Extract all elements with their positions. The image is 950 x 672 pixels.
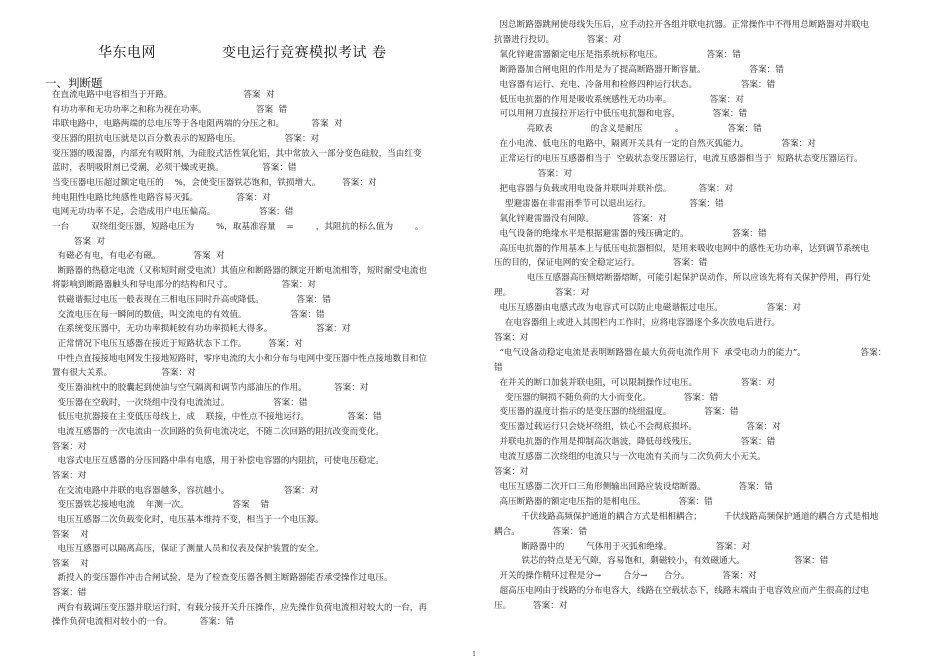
question-line: 断路器加合闸电阻的作用是为了提高断路器开断容量。 答案：错 xyxy=(494,64,784,75)
question-line: 电压互感器二次负载变化时，电压基本维持不变，相当于一个电压源。 xyxy=(52,514,324,525)
question-line: 电压互感器由电感式改为电容式可以防止电磁谐振过电压。 答案：对 xyxy=(494,303,801,314)
question-line: 新投入的变压器作冲击合闸试验，是为了检查变压器各侧主断路器能否承受操作过电压。 xyxy=(52,573,393,584)
question-line: 蓝时，表明吸附剂已受潮，必须干燥或更换。 答案：错 xyxy=(52,163,297,174)
question-line: 铁芯的特点是无气隙，容易饱和，剩磁较小，有效磁通大。 答案：错 xyxy=(494,556,829,567)
question-line: 抗器进行投切。 答案：对 xyxy=(494,34,622,45)
question-line: 操作负荷电流相对较小的一台。 答案：错 xyxy=(52,617,235,628)
question-line: 将影响到断路器触头和导电部分的结构和尺寸。 答案：对 xyxy=(52,280,317,291)
question-line: 高压断路器的额定电压指的是相电压。 答案：错 xyxy=(494,496,713,507)
question-line: 耦合。 答案：错 xyxy=(494,526,587,537)
question-line: 答案：对 xyxy=(52,441,87,452)
question-line: 铁磁谐振过电压一般表现在三相电压同时升高或降低。 答案：错 xyxy=(52,295,331,306)
question-line: 纯电阻性电路比纯感性电路容易灭弧。 答案：对 xyxy=(52,192,271,203)
question-line: 变压器过载运行只会烧坏绕组，铁心不会彻底损坏。 答案：对 xyxy=(494,422,781,433)
question-line: 千伏线路高频保护通道的耦合方式是相相耦合； 千伏线路高频保护通道的耦合方式是相地 xyxy=(494,511,879,522)
question-line: 氧化锌避雷器额定电压是指系统标称电压。 答案：错 xyxy=(494,49,741,60)
question-line: 氧化锌避雷器没有间隙。 答案：对 xyxy=(494,213,667,224)
question-line: “电气设备动稳定电流是表明断路器在最大负荷电流作用下 承受电动力的能力”。 答案： xyxy=(494,347,887,358)
question-line: 高压电抗器的作用基本上与低压电抗器相似，是用来吸收电网中的感性无功功率，达到调节系统电 xyxy=(494,243,869,254)
question-line: 电容式电压互感器的分压回路中串有电感，用于补偿电容器的内阻抗，可使电压稳定。 xyxy=(52,456,385,467)
question-line: 变压器的阻抗电压就是以百分数表示的短路电压。 答案：对 xyxy=(52,133,320,144)
question-line: 变压器油枕中的胶囊起到使油与空气隔离和调节内部油压的作用。 答案：对 xyxy=(52,383,369,393)
question-line: 型避雷器在非雷雨季节可以退出运行。 答案：错 xyxy=(494,198,724,209)
question-line: 当变压器电压超过额定电压的 %，会使变压器铁芯饱和，铁损增大。 答案：对 xyxy=(52,177,377,188)
question-line: 电压互感器可以隔离高压，保证了测量人员和仪表及保护装置的安全。 xyxy=(52,544,324,555)
question-line: 在直流电路中电容相当于开路。 答案 对 xyxy=(52,90,275,100)
question-line: 有磁必有电，有电必有磁。 答案 对 xyxy=(52,251,225,262)
question-line: 答案：错 xyxy=(52,588,87,599)
question-line: 串联电路中，电路两端的总电压等于各电阻两端的分压之和。 答案 对 xyxy=(52,119,343,130)
question-line: 电压互感器高压侧熔断器熔断，可能引起保护误动作，所以应该先将有关保护停用，再行处 xyxy=(494,273,871,284)
question-line: 低压电抗器接在主变低压母线上，成 联接，中性点不接地运行。 答案：错 xyxy=(52,412,382,423)
question-line: 一台 双绕组变压器，短路电压为 %，取基准容量 = ，其阻抗的标么值为 。 xyxy=(52,221,424,232)
question-line: 变压器的铜损不随负荷的大小而变化。 答案：错 xyxy=(494,392,719,403)
question-line: 答案：对 xyxy=(52,470,87,481)
question-line: 正常运行的电压互感器相当于 空载状态变压器运行，电流互感器相当于 短路状态变压器运行。 xyxy=(494,154,863,165)
question-line: 可以用闸刀直接拉开运行中低压电抗器和电容。 答案：错 xyxy=(494,109,748,120)
question-line: 两台有载调压变压器并联运行时，有载分接开关升压操作，应先操作负荷电流相对较大的一台，再 xyxy=(52,602,427,613)
question-line: 在系统变压器中，无功功率损耗较有功功率损耗大得多。 答案：对 xyxy=(52,324,351,335)
question-line: 变压器的温度计指示的是变压器的绕组温度。 答案：错 xyxy=(494,407,739,418)
question-line: 变压器铁芯接地电流 年测一次。 答案 错 xyxy=(52,500,270,511)
question-line: 答案 对 xyxy=(52,558,89,569)
question-line: 并联电抗器的作用是抑制高次谐波，降低母线残压。 答案：错 xyxy=(494,437,776,448)
question-line: 答案 对 xyxy=(52,529,89,540)
question-line: 答案：对 xyxy=(494,332,529,343)
question-line: 电容器有运行、充电、冷备用和检修四种运行状态。 答案：错 xyxy=(494,79,776,90)
question-line: 置有很大关系。 答案：对 xyxy=(52,368,196,379)
question-line: 把电容器与负载或用电设备并联叫并联补偿。 答案：对 xyxy=(494,183,734,194)
question-line: 亮欧表 的含义是耐压 。 答案：错 xyxy=(494,124,762,135)
question-line: 中性点直接接地电网发生接地短路时，零序电流的大小和分布与电网中变压器中性点接地数目和位 xyxy=(52,353,427,364)
question-line: 答案：对 xyxy=(494,467,529,477)
question-line: 在并关的断口加装并联电阻，可以限制操作过电压。 答案：对 xyxy=(494,377,776,388)
question-line: 在小电流、低电压的电路中，隔离开关具有一定的自然灭弧能力。 答案：对 xyxy=(494,139,816,150)
question-line: 电流互感器二次绕组的电流只与一次电流有关而与二次负荷大小无关。 xyxy=(494,452,766,463)
organization-name: 华东电网 xyxy=(98,45,156,61)
page-number: 1 xyxy=(472,650,477,658)
question-line: 理。 答案：对 xyxy=(494,288,590,299)
question-line: 压。 答案：对 xyxy=(494,601,568,612)
question-line: 在交流电路中并联的电容器越多，容抗越小。 答案：对 xyxy=(52,485,319,496)
question-line: 超高压电网由于线路的分布电容大，线路在空载状态下，线路末端由于电容效应而产生很高的过电 xyxy=(494,586,869,597)
section-title: 一、判断题 xyxy=(45,76,103,90)
question-line: 交流电压在每一瞬间的数值，叫交流电的有效值。 答案：错 xyxy=(52,309,325,320)
question-line: 在电容器组上或进入其围栏内工作时，应将电容器逐个多次放电后进行。 xyxy=(494,318,780,328)
question-line: 有功功率和无功功率之和称为视在功率。 答案 错 xyxy=(52,104,288,115)
question-line: 断路器中的 气体用于灭弧和绝缘。 答案：对 xyxy=(494,541,751,552)
question-line: 答案：对 xyxy=(494,169,573,179)
question-line: 变压器在空载时，一次绕组中没有电流流过。 答案：错 xyxy=(52,397,308,408)
question-line: 错 xyxy=(494,362,503,373)
question-line: 压的目的，保证电网的安全稳定运行。 答案：错 xyxy=(494,258,708,269)
question-line: 答案 对 xyxy=(52,236,106,247)
question-line: 开关的操作精环过程是分→ 合分→ 合分。 答案：对 xyxy=(494,571,757,582)
question-line: 电气设备的绝缘水平是根据避雷器的残压确定的。 答案：错 xyxy=(494,228,767,239)
question-line: 因总断路器跳闸使母线失压后，应手动拉开各组并联电抗器。正常操作中不得用总断路器对并联电 xyxy=(494,20,869,30)
question-line: 低压电抗器的作用是吸收系统感性无功功率。 答案：对 xyxy=(494,94,744,105)
question-line: 电流互感器的一次电流由一次回路的负荷电流决定，不随二次回路的阻抗改变而变化。 xyxy=(52,426,385,437)
question-line: 电压互感器二次开口三角形侧输出回路应装设熔断器。 答案：错 xyxy=(494,481,773,492)
question-line: 断路器的热稳定电流（又称短时耐受电流）其值应和断路器的额定开断电流相等，短时耐受电流也 xyxy=(52,265,427,276)
question-line: 变压器的吸湿器，内部充有吸附剂，为硅胶式活性氧化铝，其中常放入一部分变色硅胶，当由红变 xyxy=(52,148,422,159)
question-line: 正常情况下电压互感器在接近于短路状态下工作。 答案：对 xyxy=(52,339,303,350)
question-line: 电网无功功率不足，会造成用户电压偏高。 答案：错 xyxy=(52,207,294,218)
exam-title: 变电运行竞赛模拟考试 卷 xyxy=(222,45,387,61)
